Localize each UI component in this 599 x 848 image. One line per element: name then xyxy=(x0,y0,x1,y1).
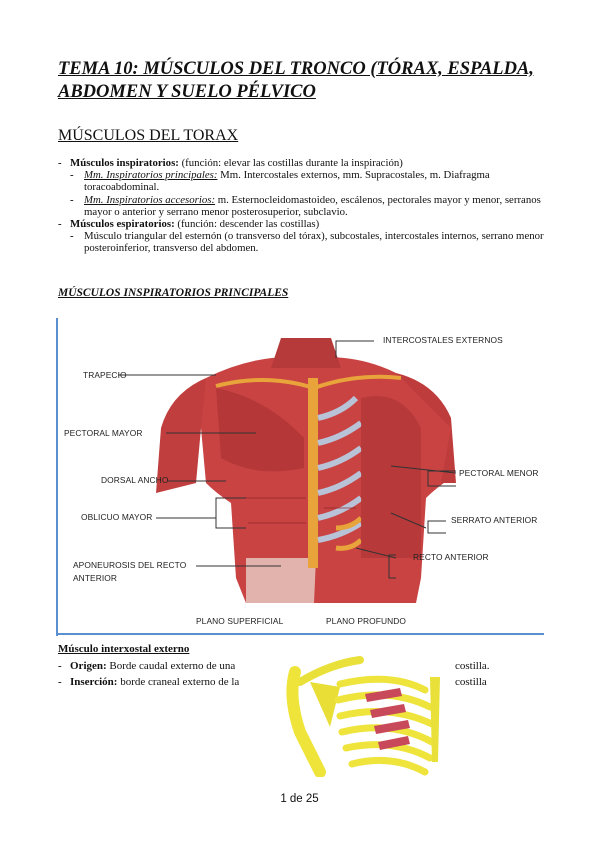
list-subitem-label: Mm. Inspiratorios accesorios: xyxy=(84,193,216,206)
list-item-text: (función: elevar las costillas durante la inspiración) xyxy=(178,157,403,169)
label-plano-profundo: PLANO PROFUNDO xyxy=(326,616,407,626)
label-recto-anterior: RECTO ANTERIOR xyxy=(413,552,489,562)
label-serrato-anterior: SERRATO ANTERIOR xyxy=(451,515,538,525)
list-subitem-text: Músculo triangular del esternón (o transverso del tórax), subcostales, intercostales internos, serrano menor posteroinferior, transverso del abdomen. xyxy=(84,230,544,255)
intercostal-heading: Músculo interxostal externo xyxy=(58,643,190,655)
list-subitem xyxy=(58,169,548,193)
list-subitem-text: Mm. Intercostales externos, mm. Supracostales, m. Diafragma toracoabdominal. xyxy=(84,169,490,194)
page-title: TEMA 10: MÚSCULOS DEL TRONCO (TÓRAX, ESPALDA, ABDOMEN Y SUELO PÉLVICO xyxy=(58,59,534,102)
list-item-label: Músculos espiratorios: xyxy=(70,218,175,231)
ribcage-illustration xyxy=(280,652,450,777)
bullet-dash: - xyxy=(58,218,62,231)
label-pectoral-menor: PECTORAL MENOR xyxy=(459,468,539,478)
origen-text: Borde caudal externo de una xyxy=(106,660,236,672)
muscle-list xyxy=(58,157,548,255)
label-aponeurosis-2: ANTERIOR xyxy=(73,573,118,583)
bullet-dash: - xyxy=(70,169,74,182)
bullet-dash: - xyxy=(58,157,62,169)
list-item-text: (función: descender las costillas) xyxy=(174,218,320,231)
insercion-end: costilla xyxy=(455,676,487,688)
insercion-text: borde craneal externo de la xyxy=(117,676,240,688)
list-item-label: Músculos inspiratorios: xyxy=(70,157,179,169)
list-subitem xyxy=(58,230,548,254)
page-number: 1 de 25 xyxy=(280,793,319,805)
label-oblicuo-mayor: OBLICUO MAYOR xyxy=(81,512,153,522)
subheading: MÚSCULOS INSPIRATORIOS PRINCIPALES xyxy=(58,287,289,299)
list-subitem-text: m. Esternocleidomastoideo, escálenos, pectorales mayor y menor, serranos mayor o anterior y serrano menor posterosuperior, subclavio. xyxy=(84,193,541,218)
muscle-figure xyxy=(56,318,544,636)
section-heading: MÚSCULOS DEL TORAX xyxy=(58,127,239,144)
insercion-label: Inserción: xyxy=(70,676,118,688)
label-intercostales-externos: INTERCOSTALES EXTERNOS xyxy=(383,335,503,345)
label-trapecio: TRAPECIO xyxy=(83,370,127,380)
list-subitem xyxy=(58,194,548,218)
bullet-dash: - xyxy=(70,230,74,243)
bullet-dash: - xyxy=(58,676,62,688)
label-aponeurosis: APONEUROSIS DEL RECTO xyxy=(73,560,187,570)
origen-label: Origen: xyxy=(70,660,107,672)
list-item xyxy=(58,218,548,230)
label-dorsal-ancho: DORSAL ANCHO xyxy=(101,475,169,485)
bullet-dash: - xyxy=(70,193,74,206)
list-subitem-label: Mm. Inspiratorios principales: xyxy=(84,169,218,182)
bullet-dash: - xyxy=(58,660,62,672)
origen-end: costilla. xyxy=(455,660,490,672)
label-pectoral-mayor: PECTORAL MAYOR xyxy=(64,428,143,438)
ribcage-figure xyxy=(280,652,450,777)
list-item xyxy=(58,157,548,169)
label-plano-superficial: PLANO SUPERFICIAL xyxy=(196,616,284,626)
